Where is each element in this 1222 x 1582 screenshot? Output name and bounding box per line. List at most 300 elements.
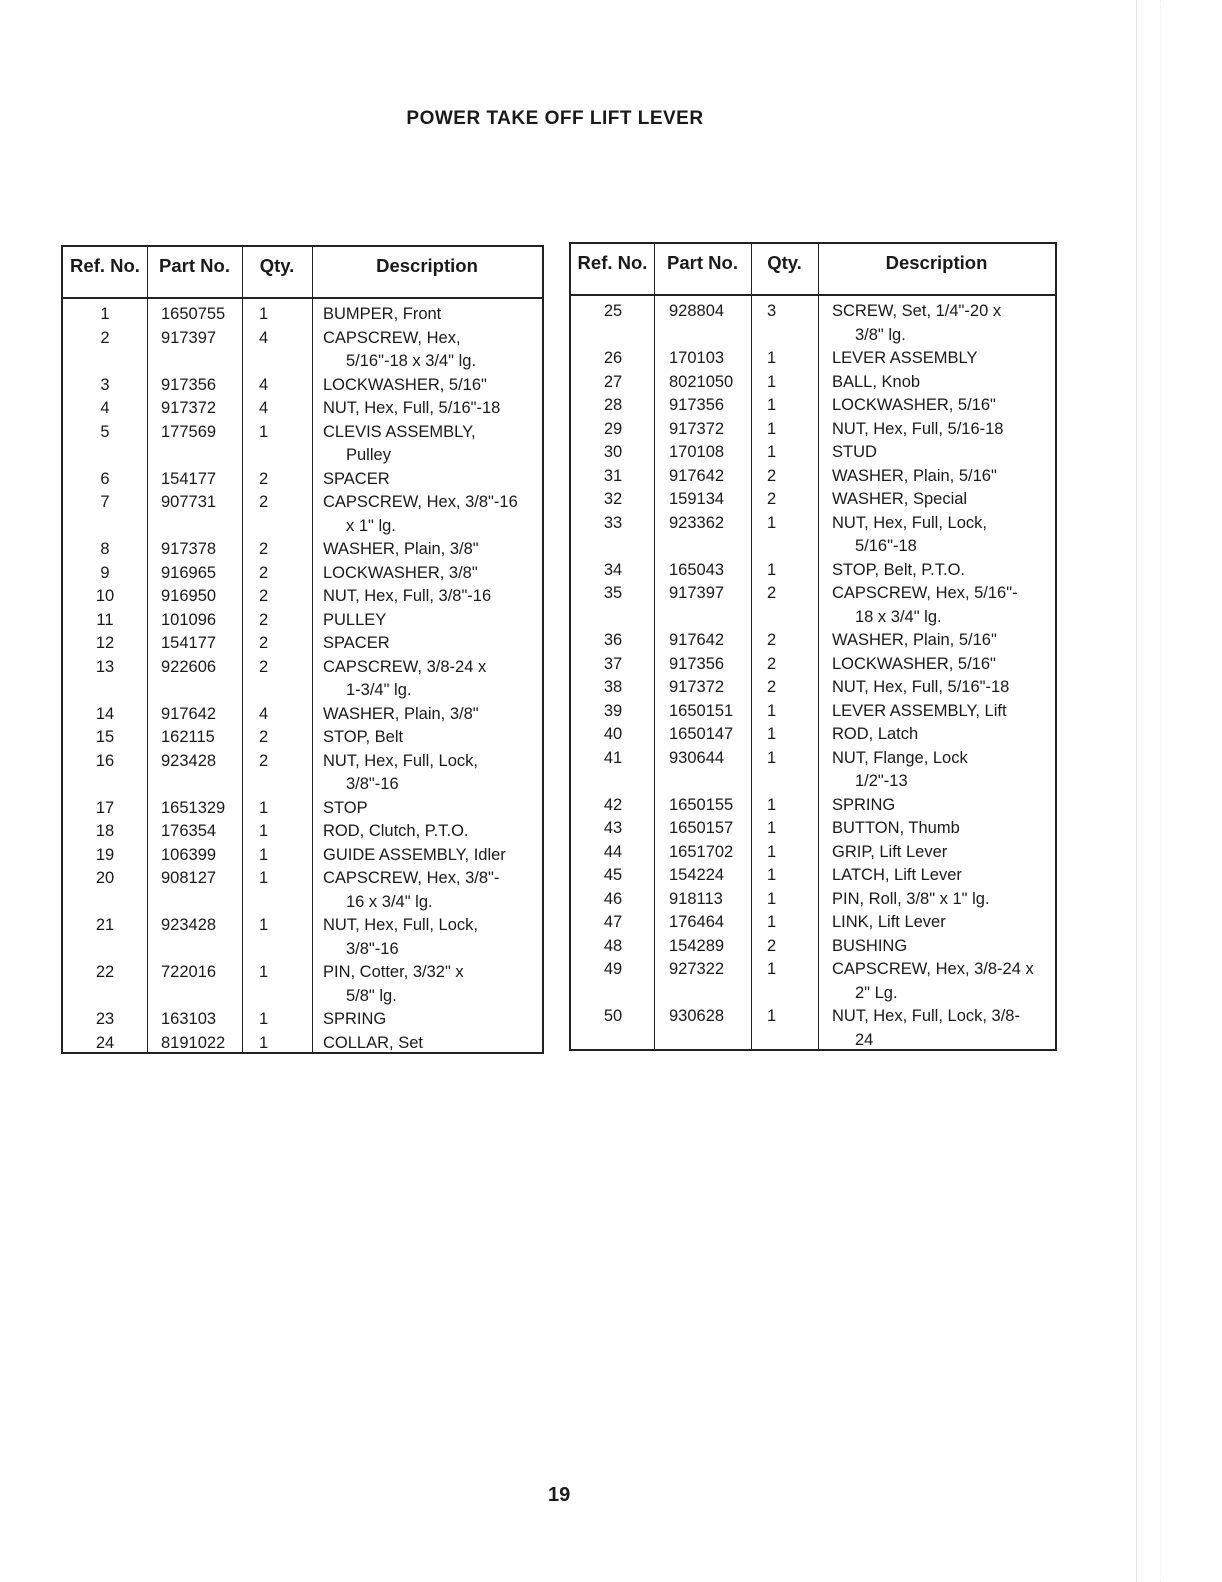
description-line: PIN, Cotter, 3/32" x (323, 963, 464, 981)
part-number: 917378 (161, 540, 217, 558)
description-line: CAPSCREW, Hex, 3/8"-16 (323, 493, 518, 511)
description (832, 559, 965, 583)
part-number: 917642 (669, 466, 725, 485)
description-line: 3/8" lg. (855, 325, 906, 344)
description-line: NUT, Hex, Full, Lock, 3/8- (832, 1007, 1020, 1025)
quantity: 1 (259, 305, 269, 323)
description-line: 5/8" lg. (346, 986, 397, 1005)
description (323, 820, 469, 844)
description (323, 327, 476, 374)
ref-number: 41 (603, 748, 623, 767)
description (323, 1008, 386, 1032)
description-line: 1-3/4" lg. (346, 681, 412, 699)
ref-number: 30 (603, 443, 623, 461)
description-line: NUT, Hex, Full, 5/16"-18 (323, 399, 501, 417)
part-number: 1651702 (669, 842, 734, 861)
description-line: NUT, Hex, Full, Lock, (323, 751, 478, 770)
table-row (571, 441, 1055, 465)
ref-number: 43 (603, 819, 623, 837)
description (323, 632, 390, 656)
part-number: 930644 (669, 748, 725, 767)
header-qty: Qty. (767, 252, 802, 273)
table-row (571, 723, 1055, 747)
ref-number: 17 (95, 798, 115, 817)
quantity: 1 (767, 795, 777, 814)
ref-number: 39 (603, 701, 623, 720)
page-number: 19 (548, 1484, 571, 1506)
ref-number: 36 (603, 631, 623, 649)
ref-number: 8 (100, 540, 110, 558)
part-number: 917356 (161, 375, 217, 394)
part-number: 159134 (669, 490, 725, 508)
table-header (63, 247, 542, 299)
quantity: 2 (259, 469, 269, 488)
description (832, 300, 1001, 347)
description-line: STUD (832, 443, 877, 461)
table-row (63, 750, 542, 797)
table-row (571, 653, 1055, 677)
description (832, 488, 967, 512)
quantity: 1 (767, 443, 777, 461)
ref-number: 31 (603, 466, 623, 485)
table-row (63, 374, 542, 398)
part-number: 917356 (669, 396, 725, 414)
table-row (63, 538, 542, 562)
quantity: 2 (767, 654, 777, 673)
description-line: 1/2"-13 (855, 772, 908, 790)
quantity: 1 (767, 419, 777, 438)
table-row (571, 747, 1055, 794)
description-line: BUMPER, Front (323, 305, 442, 323)
table-row (571, 911, 1055, 935)
description (323, 374, 487, 398)
quantity: 1 (767, 725, 777, 743)
table-body-left (63, 303, 542, 1055)
ref-number: 46 (603, 889, 623, 908)
description (832, 394, 996, 418)
table-row (571, 888, 1055, 912)
description-line: CAPSCREW, Hex, 3/8"- (323, 869, 500, 887)
ref-number: 23 (95, 1010, 115, 1028)
quantity: 2 (767, 466, 777, 485)
quantity: 1 (259, 822, 269, 840)
ref-number: 18 (95, 822, 115, 840)
ref-number: 15 (95, 728, 115, 746)
ref-number: 50 (603, 1007, 623, 1025)
part-number: 154289 (669, 936, 725, 955)
part-number: 917372 (669, 678, 725, 696)
part-number: 918113 (669, 889, 723, 908)
part-number: 1651329 (161, 798, 226, 817)
description (832, 582, 1018, 629)
description (832, 371, 920, 395)
part-number: 907731 (161, 493, 217, 511)
ref-number: 24 (95, 1033, 115, 1052)
table-row (571, 935, 1055, 959)
quantity: 4 (259, 328, 269, 347)
part-number: 1650151 (669, 701, 734, 720)
table-row (571, 629, 1055, 653)
part-number: 106399 (161, 845, 217, 864)
description (832, 841, 947, 865)
part-number: 176354 (161, 822, 217, 840)
description-line: GRIP, Lift Lever (832, 842, 948, 861)
description (323, 726, 403, 750)
part-number: 1650147 (669, 725, 734, 743)
description-line: NUT, Hex, Full, Lock, (832, 513, 987, 532)
quantity: 1 (259, 845, 269, 864)
header-part: Part No. (159, 255, 230, 276)
table-row (63, 609, 542, 633)
header-part: Part No. (667, 252, 738, 273)
quantity: 2 (259, 634, 269, 652)
table-row (63, 844, 542, 868)
description-line: 5/16"-18 x 3/4" lg. (346, 352, 477, 370)
description-line: LOCKWASHER, 5/16" (832, 396, 996, 414)
page-edge-line (1136, 0, 1137, 1582)
part-number: 165043 (669, 560, 725, 579)
table-row (571, 1005, 1055, 1052)
header-ref: Ref. No. (70, 255, 140, 276)
part-number: 162115 (161, 728, 215, 746)
quantity: 2 (259, 657, 269, 676)
table-row (571, 559, 1055, 583)
description-line: CAPSCREW, Hex, (323, 328, 461, 347)
table-row (63, 468, 542, 492)
part-number: 170108 (669, 443, 725, 461)
description (323, 914, 478, 961)
part-number: 917356 (669, 654, 725, 673)
part-number: 923428 (161, 751, 217, 770)
description-line: BUSHING (832, 936, 908, 955)
quantity: 1 (259, 798, 269, 817)
description (323, 609, 386, 633)
part-number: 916950 (161, 587, 217, 605)
ref-number: 45 (603, 866, 623, 884)
part-number: 917372 (161, 399, 217, 417)
description-line: LEVER ASSEMBLY, Lift (832, 701, 1007, 720)
ref-number: 9 (100, 563, 110, 582)
part-number: 8191022 (161, 1033, 226, 1052)
table-row (571, 465, 1055, 489)
part-number: 176464 (669, 913, 725, 931)
description-line: WASHER, Plain, 3/8" (323, 540, 479, 558)
table-row (571, 794, 1055, 818)
description (832, 418, 1003, 442)
part-number: 928804 (669, 302, 725, 320)
description-line: 18 x 3/4" lg. (855, 607, 942, 626)
description (832, 747, 968, 794)
quantity: 1 (767, 748, 777, 767)
description (832, 817, 960, 841)
part-number: 927322 (669, 960, 725, 978)
description-line: LOCKWASHER, 3/8" (323, 563, 478, 582)
description (323, 421, 476, 468)
quantity: 1 (767, 396, 777, 414)
ref-number: 34 (603, 560, 623, 579)
table-row (63, 303, 542, 327)
table-row (63, 397, 542, 421)
description (323, 1032, 423, 1056)
description-line: LOCKWASHER, 5/16" (323, 375, 487, 394)
table-row (63, 820, 542, 844)
ref-number: 6 (100, 469, 110, 488)
quantity: 2 (259, 587, 269, 605)
ref-number: 16 (95, 751, 115, 770)
ref-number: 4 (100, 399, 110, 417)
description (323, 656, 486, 703)
ref-number: 21 (95, 916, 115, 934)
quantity: 1 (259, 963, 269, 981)
description (832, 911, 946, 935)
description-line: NUT, Hex, Full, 5/16"-18 (832, 678, 1010, 696)
quantity: 2 (259, 540, 269, 558)
ref-number: 47 (603, 913, 623, 931)
page-title: POWER TAKE OFF LIFT LEVER (406, 108, 704, 129)
description-line: CLEVIS ASSEMBLY, (323, 422, 476, 441)
ref-number: 19 (95, 845, 115, 864)
description (323, 703, 479, 727)
table-row (63, 562, 542, 586)
description (832, 347, 978, 371)
description-line: 2" Lg. (855, 983, 898, 1002)
quantity: 1 (259, 1010, 269, 1028)
description (323, 303, 441, 327)
description (323, 867, 499, 914)
ref-number: 22 (95, 963, 115, 981)
part-number: 923362 (669, 513, 725, 532)
part-number: 1650755 (161, 305, 226, 323)
ref-number: 40 (603, 725, 623, 743)
description-line: PIN, Roll, 3/8" x 1" lg. (832, 889, 990, 908)
part-number: 917372 (669, 419, 725, 438)
parts-table-left (61, 245, 544, 1054)
table-row (571, 418, 1055, 442)
part-number: 177569 (161, 422, 217, 441)
quantity: 1 (767, 819, 777, 837)
table-row (571, 488, 1055, 512)
ref-number: 5 (100, 422, 110, 441)
description (832, 676, 1009, 700)
description (832, 1005, 1020, 1052)
table-row (63, 726, 542, 750)
quantity: 4 (259, 399, 269, 417)
header-ref: Ref. No. (577, 252, 648, 273)
header-desc: Description (376, 255, 478, 276)
quantity: 1 (767, 842, 777, 861)
description (832, 888, 990, 912)
ref-number: 26 (603, 349, 623, 367)
description (323, 750, 478, 797)
description-line: LEVER ASSEMBLY (832, 349, 978, 367)
quantity: 1 (767, 513, 777, 532)
quantity: 1 (767, 1007, 777, 1025)
ref-number: 20 (95, 869, 115, 887)
description-line: CAPSCREW, Hex, 5/16"- (832, 584, 1018, 602)
table-row (63, 632, 542, 656)
part-number: 916965 (161, 563, 217, 582)
ref-number: 27 (603, 372, 623, 391)
description-line: 24 (855, 1030, 874, 1049)
ref-number: 42 (603, 795, 623, 814)
ref-number: 49 (603, 960, 623, 978)
description (832, 512, 987, 559)
description-line: SCREW, Set, 1/4"-20 x (832, 302, 1002, 320)
part-number: 917642 (669, 631, 725, 649)
description (832, 958, 1034, 1005)
description-line: 5/16"-18 (855, 537, 917, 555)
description (832, 794, 895, 818)
part-number: 930628 (669, 1007, 725, 1025)
description (323, 844, 506, 868)
table-row (63, 491, 542, 538)
ref-number: 37 (603, 654, 623, 673)
table-row (571, 864, 1055, 888)
quantity: 2 (259, 563, 269, 582)
quantity: 2 (767, 631, 777, 649)
description-line: NUT, Hex, Full, 5/16-18 (832, 419, 1004, 438)
description-line: NUT, Flange, Lock (832, 748, 968, 767)
part-number: 922606 (161, 657, 217, 676)
ref-number: 38 (603, 678, 623, 696)
part-number: 154224 (669, 866, 725, 884)
description-line: 3/8"-16 (346, 775, 399, 793)
quantity: 1 (767, 889, 777, 908)
part-number: 101096 (161, 610, 217, 629)
description (323, 468, 390, 492)
quantity: 4 (259, 375, 269, 394)
description-line: 3/8"-16 (346, 939, 399, 958)
quantity: 2 (767, 490, 777, 508)
quantity: 3 (767, 302, 777, 320)
description-line: ROD, Clutch, P.T.O. (323, 822, 469, 840)
table-row (63, 914, 542, 961)
table-row (63, 1032, 542, 1056)
description-line: STOP, Belt (323, 728, 404, 746)
ref-number: 35 (603, 584, 623, 602)
ref-number: 25 (603, 302, 623, 320)
description (832, 465, 997, 489)
ref-number: 48 (603, 936, 623, 955)
table-header (571, 244, 1055, 296)
description-line: SPACER (323, 634, 390, 652)
description-line: ROD, Latch (832, 725, 919, 743)
quantity: 2 (259, 493, 269, 511)
description-line: GUIDE ASSEMBLY, Idler (323, 845, 506, 864)
header-qty: Qty. (259, 255, 295, 276)
table-row (571, 817, 1055, 841)
quantity: 2 (259, 728, 269, 746)
table-row (571, 371, 1055, 395)
quantity: 1 (259, 869, 269, 887)
ref-number: 2 (100, 328, 110, 347)
part-number: 1650155 (669, 795, 734, 814)
ref-number: 3 (100, 375, 110, 394)
table-row (63, 585, 542, 609)
part-number: 722016 (161, 963, 217, 981)
description-line: x 1" lg. (346, 516, 396, 535)
description-line: LATCH, Lift Lever (832, 866, 962, 884)
part-number: 908127 (161, 869, 217, 887)
description-line: SPRING (832, 795, 896, 814)
part-number: 154177 (161, 634, 217, 652)
description (323, 562, 478, 586)
description (832, 441, 877, 465)
table-row (63, 703, 542, 727)
ref-number: 12 (95, 634, 115, 652)
parts-table-right (569, 242, 1057, 1051)
table-row (571, 512, 1055, 559)
quantity: 2 (767, 678, 777, 696)
quantity: 1 (259, 1033, 269, 1052)
ref-number: 1 (100, 305, 110, 323)
description (323, 538, 479, 562)
table-row (63, 867, 542, 914)
description (832, 723, 918, 747)
part-number: 917642 (161, 704, 217, 723)
description-line: CAPSCREW, 3/8-24 x (323, 657, 487, 676)
table-row (571, 841, 1055, 865)
table-row (571, 582, 1055, 629)
description-line: NUT, Hex, Full, 3/8"-16 (323, 587, 492, 605)
page-edge-line-faint (1160, 0, 1161, 1582)
description-line: WASHER, Plain, 5/16" (832, 466, 997, 485)
part-number: 917397 (161, 328, 217, 347)
table-row (63, 797, 542, 821)
quantity: 1 (767, 560, 777, 579)
description-line: STOP, Belt, P.T.O. (832, 560, 965, 579)
part-number: 923428 (161, 916, 217, 934)
quantity: 2 (259, 610, 269, 629)
description-line: BALL, Knob (832, 372, 921, 391)
table-row (63, 327, 542, 374)
part-number: 8021050 (669, 372, 734, 391)
ref-number: 29 (603, 419, 623, 438)
quantity: 4 (259, 704, 269, 723)
description-line: NUT, Hex, Full, Lock, (323, 916, 478, 934)
quantity: 2 (259, 751, 269, 770)
description-line: CAPSCREW, Hex, 3/8-24 x (832, 960, 1034, 978)
description-line: BUTTON, Thumb (832, 819, 960, 837)
description-line: SPRING (323, 1010, 387, 1028)
table-body-right (571, 300, 1055, 1052)
ref-number: 11 (96, 610, 114, 629)
quantity: 2 (767, 584, 777, 602)
description-line: LOCKWASHER, 5/16" (832, 654, 996, 673)
description-line: SPACER (323, 469, 390, 488)
description-line: WASHER, Special (832, 490, 968, 508)
quantity: 1 (767, 960, 777, 978)
description-line: WASHER, Plain, 3/8" (323, 704, 479, 723)
part-number: 1650157 (669, 819, 734, 837)
description (832, 935, 907, 959)
ref-number: 33 (603, 513, 623, 532)
description (323, 397, 500, 421)
quantity: 1 (259, 916, 269, 934)
table-row (571, 394, 1055, 418)
description-line: LINK, Lift Lever (832, 913, 946, 931)
ref-number: 32 (603, 490, 623, 508)
part-number: 917397 (669, 584, 725, 602)
table-row (63, 656, 542, 703)
description-line: COLLAR, Set (323, 1033, 423, 1052)
description-line: WASHER, Plain, 5/16" (832, 631, 997, 649)
ref-number: 44 (603, 842, 623, 861)
table-row (571, 347, 1055, 371)
description-line: Pulley (346, 446, 391, 464)
description (323, 961, 464, 1008)
ref-number: 28 (603, 396, 623, 414)
